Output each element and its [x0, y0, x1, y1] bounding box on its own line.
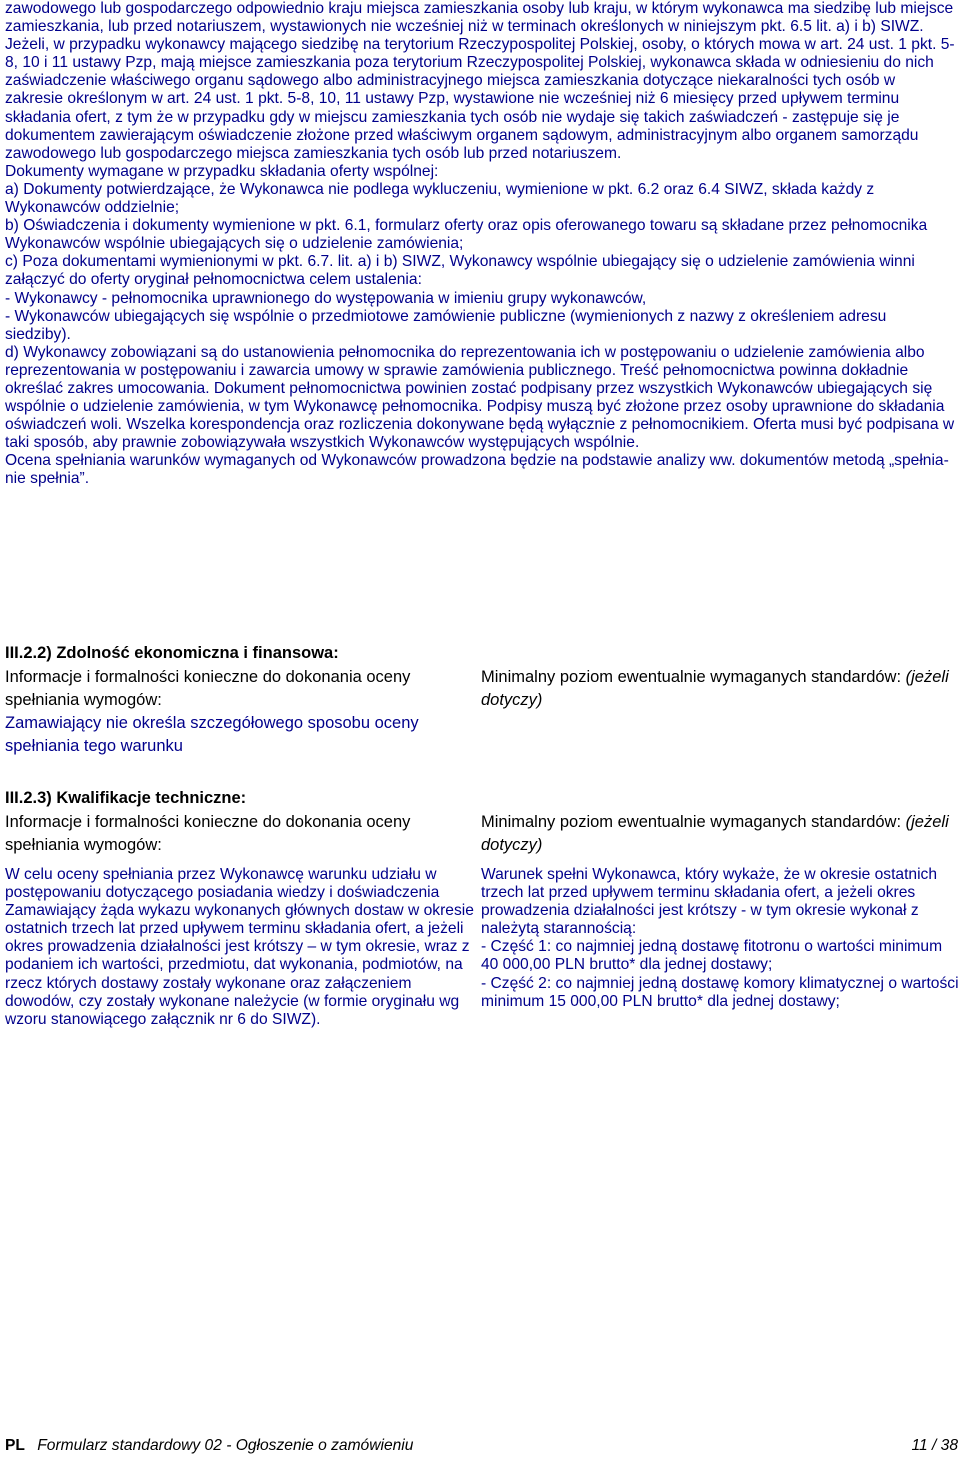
technical-right-header-note: (jeżeli dotyczy): [481, 813, 949, 854]
economic-left-column: [5, 666, 481, 758]
paragraph-joint-offer-c: c) Poza dokumentami wymienionymi w pkt. 6.7. lit. a) i b) SIWZ, Wykonawcy wspólnie ubiegający się o udzielenie zamówienia winni załączyć do oferty oryginał pełnomocnictwa celem ustalenia:: [5, 253, 915, 289]
paragraph-joint-offer-a: a) Dokumenty potwierdzające, że Wykonawca nie podlega wykluczeniu, wymienione w pkt. 6.2 oraz 6.4 SIWZ, składa każdy z Wykonawców oddzielnie;: [5, 180, 875, 217]
page-footer: [5, 1436, 958, 1456]
technical-right-header-main: Minimalny poziom ewentualnie wymaganych standardów:: [481, 813, 902, 831]
footer-form-name: Formularz standardowy 02 - Ogłoszenie o zamówieniu: [37, 1437, 414, 1454]
technical-left-value: W celu oceny spełniania przez Wykonawcę warunku udziału w postępowaniu dotyczącego posiadania wiedzy i doświadczenia Zamawiający żąda wykazu wykonanych głównych dostaw w okresie ostatnich trzech lat przed upływem terminu składania ofert, a jeżeli okres prowadzenia działalności jest krótszy – w tym okresie, wraz z podaniem ich wartości, przedmiotu, dat wykonania, podmiotów, na rzecz których dostawy zostały wykonane oraz załączeniem dowodów, czy zostały wykonane należycie (w formie oryginału wg wzoru stanowiącego załącznik nr 6 do SIWZ).: [5, 866, 474, 1028]
technical-right-value-2: - Część 1: co najmniej jedną dostawę fitotronu o wartości minimum 40 000,00 PLN brutto* dla jednej dostawy;: [481, 938, 943, 974]
footer-language-code: PL: [5, 1437, 25, 1454]
technical-left-header: Informacje i formalności konieczne do dokonania oceny spełniania wymogów:: [5, 813, 411, 854]
technical-right-value-1: Warunek spełni Wykonawca, który wykaże, że w okresie ostatnich trzech lat przed upływem terminu składania ofert, a jeżeli okres prowadzenia działalności jest krótszy - w tym okresie wykonał z należytą starannością:: [481, 866, 938, 938]
paragraph-power-of-attorney-2: - Wykonawców ubiegających się wspólnie o przedmiotowe zamówienie publiczne (wymienionych z nazwy z określeniem adresu siedziby).: [5, 307, 887, 343]
technical-right-column: [481, 811, 959, 1011]
paragraph-power-of-attorney-1: - Wykonawcy - pełnomocnika uprawnionego do występowania w imieniu grupy wykonawców,: [5, 289, 647, 307]
paragraph-evaluation-method: Ocena spełniania warunków wymaganych od Wykonawców prowadzona będzie na podstawie analizy ww. dokumentów metodą „spełnia-nie spełnia”.: [5, 452, 949, 488]
economic-left-header: Informacje i formalności konieczne do dokonania oceny spełniania wymogów:: [5, 668, 411, 709]
paragraph-joint-offer-d: d) Wykonawcy zobowiązani są do ustanowienia pełnomocnika do reprezentowania ich w postępowaniu o udzielenie zamówienia albo reprezentowania w postępowaniu i zawarcia umowy w sprawie zamówienia publicznego. Treść pełnomocnictwa powinna dokładnie określać zakres umocowania. Dokument pełnomocnictwa powinien zostać podpisany przez wszystkich Wykonawców ubiegających się wspólnie o udzielenie zamówienia, w tym Wykonawcę pełnomocnika. Podpisy muszą być złożone przez osoby uprawnione do składania oświadczeń woli. Wszelka korespondencja oraz rozliczenia dokonywane będą wyłącznie z pełnomocnikiem. Oferta musi być podpisana w taki sposób, aby prawnie zobowiązywała wszystkich Wykonawców występujących wspólnie.: [5, 343, 955, 452]
technical-qualifications-table: [5, 811, 960, 1071]
economic-right-header-note: (jeżeli dotyczy): [481, 668, 949, 709]
technical-right-header: [481, 811, 959, 857]
footer-page-number: 11 / 38: [911, 1437, 958, 1454]
economic-right-header-main: Minimalny poziom ewentualnie wymaganych standardów:: [481, 668, 902, 686]
paragraph-foreign-residents: Jeżeli, w przypadku wykonawcy mającego siedzibę na terytorium Rzeczypospolitej Polskiej, osoby, o których mowa w art. 24 ust. 1 pkt. 5-8, 10 i 11 ustawy Pzp, mają miejsce zamieszkania poza terytorium Rzeczypospolitej Polskiej, wykonawca składa w odniesieniu do nich zaświadczenie właściwego organu sądowego albo administracyjnego miejsca zamieszkania dotyczące niekaralności tych osób w zakresie określonym w art. 24 ust. 1 pkt. 5-8, 10, 11 ustawy Pzp, wystawione nie wcześniej niż 6 miesięcy przed upływem terminu składania ofert, z tym że w przypadku gdy w miejscu zamieszkania tych osób nie wydaje się takich zaświadczeń - zastępuje się je dokumentem zawierającym oświadczenie złożone przed właściwym organem sądowym, administracyjnym albo organem samorządu zawodowego lub gospodarczego miejsca zamieszkania tych osób lub przed notariuszem.: [5, 36, 955, 162]
requirements-text-block: [5, 0, 955, 489]
section-title-technical-qualifications: III.2.3) Kwalifikacje techniczne:: [5, 789, 247, 807]
paragraph-joint-offer-b: b) Oświadczenia i dokumenty wymienione w pkt. 6.1, formularz oferty oraz opis oferowanego towaru są składane przez pełnomocnika Wykonawców wspólnie ubiegających się o udzielenie zamówienia;: [5, 217, 928, 253]
economic-left-value: Zamawiający nie określa szczegółowego sposobu oceny spełniania tego warunku: [5, 714, 419, 755]
economic-right-column: [481, 666, 959, 712]
paragraph-joint-offer-heading: Dokumenty wymagane w przypadku składania oferty wspólnej:: [5, 162, 439, 180]
technical-left-column: [5, 811, 481, 1029]
paragraph-certificate-terms: zawodowego lub gospodarczego odpowiednio kraju miejsca zamieszkania osoby lub kraju, w którym wykonawca ma siedzibę lub miejsce zamieszkania, lub przed notariuszem, wystawionych nie wcześniej niż w terminach określonych w niniejszym pkt. 6.5 lit. a) i b) SIWZ.: [5, 0, 954, 36]
economic-capacity-table: [5, 666, 960, 761]
section-title-economic-capacity: III.2.2) Zdolność ekonomiczna i finansowa:: [5, 644, 339, 662]
technical-right-value-3: - Część 2: co najmniej jedną dostawę komory klimatycznej o wartości minimum 15 000,00 PLN brutto* dla jednej dostawy;: [481, 974, 959, 1010]
economic-right-header: [481, 666, 959, 712]
